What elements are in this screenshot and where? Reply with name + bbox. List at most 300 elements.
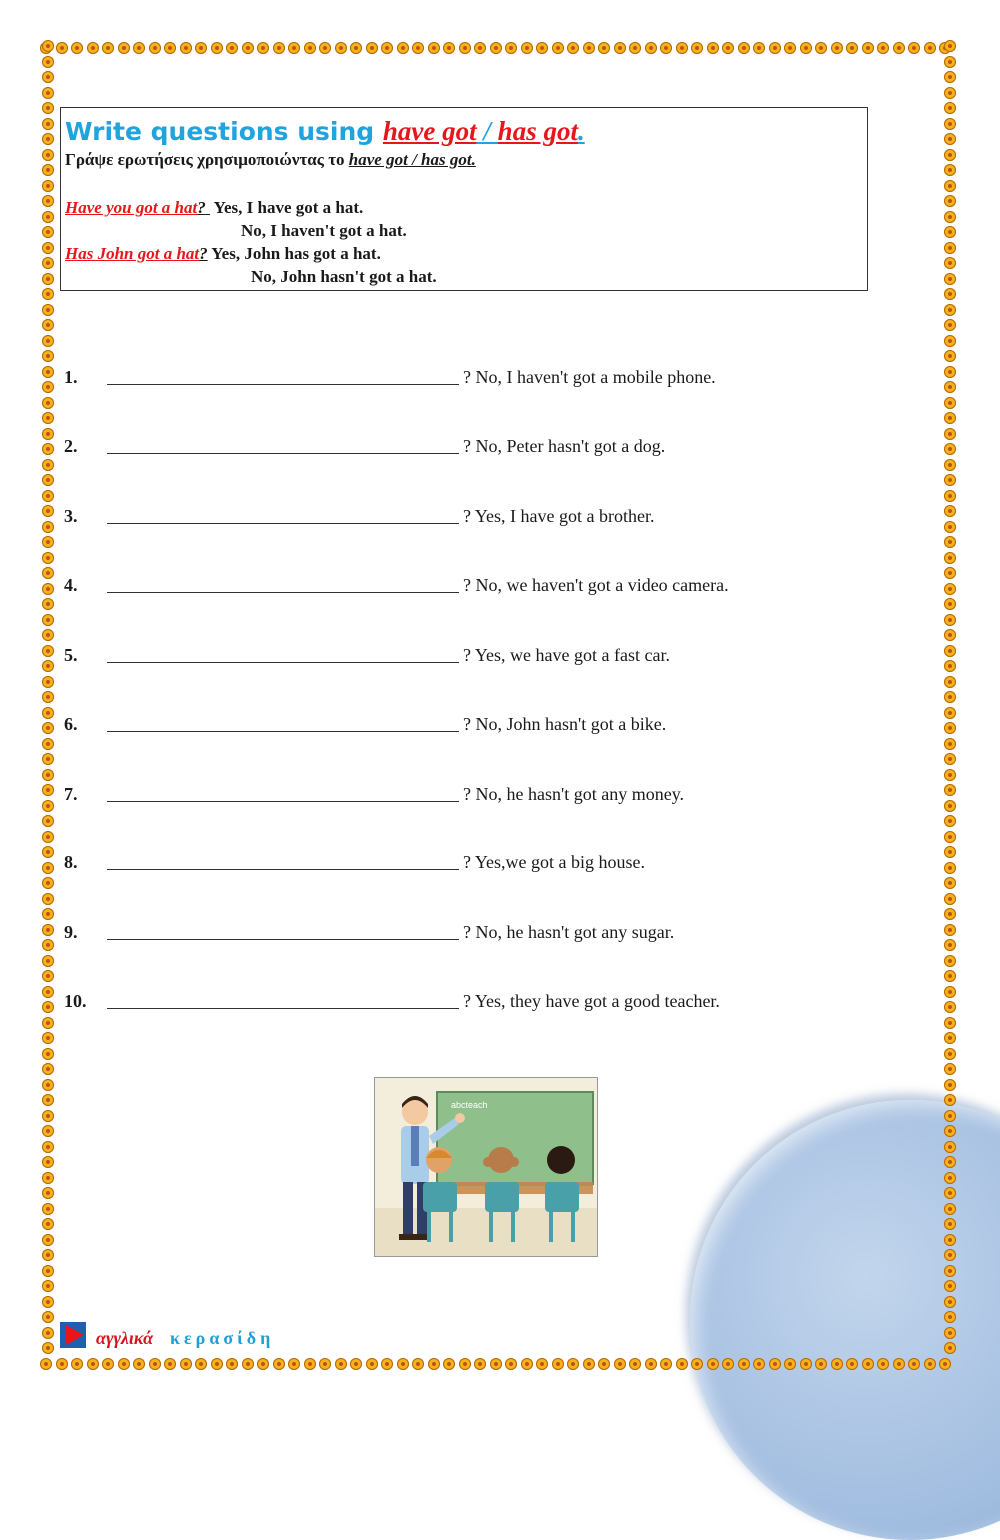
flower-ornament-icon: [42, 1280, 54, 1292]
flower-ornament-icon: [42, 800, 54, 812]
flower-ornament-icon: [180, 1358, 192, 1370]
flower-ornament-icon: [273, 1358, 285, 1370]
flower-ornament-icon: [629, 42, 641, 54]
answer-blank[interactable]: [107, 988, 459, 1009]
flower-ornament-icon: [645, 1358, 657, 1370]
flower-ornament-icon: [42, 304, 54, 316]
flower-ornament-icon: [42, 753, 54, 765]
flower-ornament-icon: [944, 304, 956, 316]
flower-ornament-icon: [42, 1017, 54, 1029]
example-question-mark: ?: [199, 244, 208, 263]
question-answer: ? No, I haven't got a mobile phone.: [463, 367, 716, 387]
flower-ornament-icon: [924, 1358, 936, 1370]
flower-ornament-icon: [944, 366, 956, 378]
flower-ornament-icon: [42, 474, 54, 486]
flower-ornament-icon: [944, 1311, 956, 1323]
flower-ornament-icon: [87, 1358, 99, 1370]
board-text: abcteach: [451, 1100, 488, 1110]
flower-ornament-icon: [42, 567, 54, 579]
question-row: [64, 780, 684, 808]
flower-ornament-icon: [505, 42, 517, 54]
flower-ornament-icon: [42, 319, 54, 331]
flower-ornament-icon: [944, 536, 956, 548]
flower-ornament-icon: [42, 691, 54, 703]
question-row: [64, 987, 720, 1015]
flower-ornament-icon: [944, 877, 956, 889]
flower-ornament-icon: [42, 350, 54, 362]
title-dot: .: [577, 116, 585, 146]
flower-ornament-icon: [944, 1063, 956, 1075]
flower-ornament-icon: [42, 598, 54, 610]
flower-border-right: [942, 40, 958, 1372]
flower-ornament-icon: [366, 1358, 378, 1370]
flower-ornament-icon: [722, 1358, 734, 1370]
flower-ornament-icon: [288, 1358, 300, 1370]
flower-ornament-icon: [319, 42, 331, 54]
flower-ornament-icon: [676, 42, 688, 54]
answer-blank[interactable]: [107, 503, 459, 524]
answer-blank[interactable]: [107, 572, 459, 593]
question-row: [64, 918, 674, 946]
flower-ornament-icon: [944, 319, 956, 331]
question-number: 7.: [64, 784, 78, 804]
flower-ornament-icon: [567, 42, 579, 54]
flower-ornament-icon: [42, 614, 54, 626]
flower-ornament-icon: [459, 42, 471, 54]
flower-ornament-icon: [944, 1125, 956, 1137]
instructions-box: [60, 107, 868, 291]
flower-ornament-icon: [707, 42, 719, 54]
flower-ornament-icon: [42, 939, 54, 951]
answer-blank[interactable]: [107, 711, 459, 732]
flower-ornament-icon: [629, 1358, 641, 1370]
flower-ornament-icon: [893, 42, 905, 54]
flower-ornament-icon: [831, 42, 843, 54]
question-row: [64, 710, 666, 738]
flower-ornament-icon: [288, 42, 300, 54]
flower-ornament-icon: [800, 1358, 812, 1370]
flower-ornament-icon: [944, 831, 956, 843]
flower-ornament-icon: [42, 521, 54, 533]
flower-border-left: [40, 40, 56, 1372]
flower-ornament-icon: [944, 567, 956, 579]
flower-ornament-icon: [42, 71, 54, 83]
example-line-2: [241, 219, 407, 242]
example-line-4: [251, 265, 437, 288]
classroom-illustration: [374, 1077, 598, 1257]
flower-ornament-icon: [133, 1358, 145, 1370]
flower-ornament-icon: [862, 42, 874, 54]
flower-ornament-icon: [944, 583, 956, 595]
question-number: 3.: [64, 506, 78, 526]
flower-ornament-icon: [944, 1218, 956, 1230]
question-answer: ? No, Peter hasn't got a dog.: [463, 436, 666, 456]
flower-border-bottom: [40, 1356, 960, 1372]
flower-ornament-icon: [335, 42, 347, 54]
flower-ornament-icon: [944, 459, 956, 471]
flower-ornament-icon: [226, 1358, 238, 1370]
question-answer: ? Yes, we have got a fast car.: [463, 645, 670, 665]
flower-ornament-icon: [42, 707, 54, 719]
flower-ornament-icon: [660, 42, 672, 54]
flower-ornament-icon: [614, 1358, 626, 1370]
flower-ornament-icon: [118, 1358, 130, 1370]
question-number: 9.: [64, 922, 78, 942]
flower-ornament-icon: [944, 1001, 956, 1013]
flower-ornament-icon: [133, 42, 145, 54]
flower-ornament-icon: [56, 1358, 68, 1370]
subtitle-emphasis: have got / has got.: [348, 150, 476, 169]
flower-ornament-icon: [56, 42, 68, 54]
flower-ornament-icon: [443, 1358, 455, 1370]
flower-ornament-icon: [944, 769, 956, 781]
flower-ornament-icon: [660, 1358, 672, 1370]
flower-ornament-icon: [87, 42, 99, 54]
flower-ornament-icon: [862, 1358, 874, 1370]
flower-ornament-icon: [42, 428, 54, 440]
flower-ornament-icon: [944, 815, 956, 827]
question-number: 1.: [64, 367, 78, 387]
flower-ornament-icon: [521, 1358, 533, 1370]
flower-ornament-icon: [195, 1358, 207, 1370]
example-line-3: [65, 242, 381, 265]
flower-ornament-icon: [381, 42, 393, 54]
flower-ornament-icon: [242, 1358, 254, 1370]
flower-ornament-icon: [350, 1358, 362, 1370]
instructions-subtitle: [65, 149, 863, 171]
flower-ornament-icon: [42, 1141, 54, 1153]
flower-ornament-icon: [42, 1156, 54, 1168]
flower-ornament-icon: [71, 1358, 83, 1370]
title-prefix: Write questions using: [65, 117, 383, 146]
flower-ornament-icon: [944, 1342, 956, 1354]
flower-ornament-icon: [521, 42, 533, 54]
flower-ornament-icon: [42, 257, 54, 269]
flower-ornament-icon: [944, 676, 956, 688]
flower-ornament-icon: [42, 288, 54, 300]
flower-ornament-icon: [42, 986, 54, 998]
flower-ornament-icon: [474, 1358, 486, 1370]
flower-ornament-icon: [42, 1296, 54, 1308]
example-question: Has John got a hat: [65, 244, 200, 263]
example-question-mark: ?: [197, 198, 206, 217]
flower-ornament-icon: [42, 784, 54, 796]
flower-ornament-icon: [944, 1172, 956, 1184]
answer-blank[interactable]: [107, 781, 459, 802]
flower-ornament-icon: [598, 42, 610, 54]
flower-ornament-icon: [42, 722, 54, 734]
flower-ornament-icon: [42, 831, 54, 843]
flower-ornament-icon: [676, 1358, 688, 1370]
flower-ornament-icon: [42, 211, 54, 223]
question-answer: ? Yes, I have got a brother.: [463, 506, 655, 526]
flower-ornament-icon: [42, 660, 54, 672]
flower-ornament-icon: [42, 1187, 54, 1199]
flower-ornament-icon: [42, 769, 54, 781]
flower-ornament-icon: [769, 1358, 781, 1370]
flower-ornament-icon: [944, 1203, 956, 1215]
flower-ornament-icon: [42, 118, 54, 130]
flower-ornament-icon: [226, 42, 238, 54]
question-number: 4.: [64, 575, 78, 595]
flower-ornament-icon: [944, 1079, 956, 1091]
flower-ornament-icon: [583, 1358, 595, 1370]
flower-ornament-icon: [815, 42, 827, 54]
flower-ornament-icon: [944, 490, 956, 502]
flower-ornament-icon: [944, 40, 956, 52]
question-answer: ? Yes, they have got a good teacher.: [463, 991, 720, 1011]
flower-ornament-icon: [505, 1358, 517, 1370]
flower-ornament-icon: [908, 42, 920, 54]
question-answer: ? No, he hasn't got any sugar.: [463, 922, 675, 942]
flower-ornament-icon: [552, 1358, 564, 1370]
flower-ornament-icon: [474, 42, 486, 54]
flower-ornament-icon: [42, 335, 54, 347]
flower-ornament-icon: [944, 800, 956, 812]
question-number: 6.: [64, 714, 78, 734]
flower-ornament-icon: [490, 42, 502, 54]
answer-blank[interactable]: [107, 919, 459, 940]
flower-ornament-icon: [944, 180, 956, 192]
classroom-image: [375, 1078, 597, 1256]
instructions-title: [65, 114, 863, 149]
flower-ornament-icon: [944, 443, 956, 455]
example-answer: Yes, I have got a hat.: [209, 198, 364, 217]
flower-ornament-icon: [319, 1358, 331, 1370]
flower-ornament-icon: [42, 102, 54, 114]
answer-blank[interactable]: [107, 364, 459, 385]
flower-ornament-icon: [944, 660, 956, 672]
flower-ornament-icon: [42, 1125, 54, 1137]
flower-ornament-icon: [366, 42, 378, 54]
flower-ornament-icon: [753, 1358, 765, 1370]
subtitle-text: Γράψε ερωτήσεις χρησιμοποιώντας το: [65, 150, 349, 169]
flower-ornament-icon: [42, 536, 54, 548]
flower-ornament-icon: [944, 195, 956, 207]
flower-ornament-icon: [71, 42, 83, 54]
flower-ornament-icon: [722, 42, 734, 54]
question-answer: ? No, we haven't got a video camera.: [463, 575, 729, 595]
flower-ornament-icon: [944, 1265, 956, 1277]
flower-ornament-icon: [428, 42, 440, 54]
answer-blank[interactable]: [107, 642, 459, 663]
flower-ornament-icon: [908, 1358, 920, 1370]
flower-ornament-icon: [944, 939, 956, 951]
title-has-got: has got: [497, 116, 578, 146]
flower-ornament-icon: [944, 614, 956, 626]
question-number: 10.: [64, 991, 87, 1011]
flower-ornament-icon: [944, 257, 956, 269]
question-answer: ? No, he hasn't got any money.: [463, 784, 685, 804]
flower-ornament-icon: [536, 1358, 548, 1370]
flower-ornament-icon: [304, 1358, 316, 1370]
flower-ornament-icon: [877, 1358, 889, 1370]
question-row: [64, 363, 716, 391]
flower-ornament-icon: [944, 164, 956, 176]
flower-ornament-icon: [944, 1296, 956, 1308]
flower-ornament-icon: [944, 428, 956, 440]
question-row: [64, 502, 654, 530]
flower-ornament-icon: [944, 226, 956, 238]
flower-ornament-icon: [164, 1358, 176, 1370]
example-question: Have you got a hat: [65, 198, 198, 217]
flower-ornament-icon: [944, 118, 956, 130]
flower-ornament-icon: [102, 1358, 114, 1370]
flower-ornament-icon: [42, 862, 54, 874]
flower-ornament-icon: [944, 707, 956, 719]
flower-ornament-icon: [304, 42, 316, 54]
flower-ornament-icon: [42, 149, 54, 161]
flower-ornament-icon: [180, 42, 192, 54]
flower-ornament-icon: [42, 645, 54, 657]
flower-ornament-icon: [944, 412, 956, 424]
flower-ornament-icon: [846, 1358, 858, 1370]
flower-ornament-icon: [769, 42, 781, 54]
flower-ornament-icon: [645, 42, 657, 54]
flower-ornament-icon: [944, 521, 956, 533]
flower-ornament-icon: [42, 1265, 54, 1277]
flower-ornament-icon: [944, 350, 956, 362]
flower-ornament-icon: [42, 242, 54, 254]
example-line-1: [65, 196, 363, 219]
flower-ornament-icon: [738, 42, 750, 54]
example-answer: No, I haven't got a hat.: [241, 221, 407, 240]
flower-ornament-icon: [273, 42, 285, 54]
question-number: 2.: [64, 436, 78, 456]
flower-ornament-icon: [877, 42, 889, 54]
answer-blank[interactable]: [107, 433, 459, 454]
flower-ornament-icon: [42, 1327, 54, 1339]
flower-ornament-icon: [944, 908, 956, 920]
flower-ornament-icon: [944, 273, 956, 285]
flower-ornament-icon: [350, 42, 362, 54]
flower-ornament-icon: [335, 1358, 347, 1370]
flower-ornament-icon: [397, 1358, 409, 1370]
question-answer: ? Yes,we got a big house.: [463, 852, 645, 872]
flower-ornament-icon: [42, 505, 54, 517]
flower-ornament-icon: [944, 1187, 956, 1199]
question-number: 8.: [64, 852, 78, 872]
flower-ornament-icon: [397, 42, 409, 54]
flower-ornament-icon: [412, 1358, 424, 1370]
flower-ornament-icon: [944, 1032, 956, 1044]
flower-ornament-icon: [42, 1234, 54, 1246]
flower-ornament-icon: [42, 552, 54, 564]
flower-ornament-icon: [944, 505, 956, 517]
flower-ornament-icon: [583, 42, 595, 54]
flower-ornament-icon: [42, 815, 54, 827]
flower-ornament-icon: [42, 490, 54, 502]
flower-ornament-icon: [815, 1358, 827, 1370]
question-row: [64, 571, 729, 599]
title-slash: /: [476, 116, 498, 146]
flower-ornament-icon: [944, 71, 956, 83]
example-answer: Yes, John has got a hat.: [207, 244, 381, 263]
flower-ornament-icon: [42, 1063, 54, 1075]
flower-ornament-icon: [944, 598, 956, 610]
flower-ornament-icon: [944, 862, 956, 874]
flower-ornament-icon: [944, 397, 956, 409]
flower-ornament-icon: [944, 722, 956, 734]
flower-ornament-icon: [944, 335, 956, 347]
flower-ornament-icon: [944, 955, 956, 967]
flower-ornament-icon: [944, 1141, 956, 1153]
flower-ornament-icon: [42, 908, 54, 920]
flower-ornament-icon: [42, 1218, 54, 1230]
flower-ornament-icon: [242, 42, 254, 54]
flower-ornament-icon: [42, 1048, 54, 1060]
title-have-got: have got: [382, 116, 477, 146]
flower-ornament-icon: [944, 1048, 956, 1060]
flower-ornament-icon: [42, 397, 54, 409]
flower-ornament-icon: [944, 753, 956, 765]
flower-ornament-icon: [944, 1280, 956, 1292]
flower-ornament-icon: [944, 645, 956, 657]
flower-ornament-icon: [944, 552, 956, 564]
flower-ornament-icon: [42, 877, 54, 889]
flower-ornament-icon: [831, 1358, 843, 1370]
flower-ornament-icon: [536, 42, 548, 54]
flower-ornament-icon: [381, 1358, 393, 1370]
flower-ornament-icon: [944, 629, 956, 641]
flower-ornament-icon: [944, 1234, 956, 1246]
flower-border-top: [40, 40, 960, 56]
flower-ornament-icon: [552, 42, 564, 54]
flower-ornament-icon: [42, 1094, 54, 1106]
flower-ornament-icon: [738, 1358, 750, 1370]
flower-ornament-icon: [784, 42, 796, 54]
flower-ornament-icon: [691, 1358, 703, 1370]
flower-ornament-icon: [42, 180, 54, 192]
flower-ornament-icon: [443, 42, 455, 54]
flower-ornament-icon: [42, 1032, 54, 1044]
flower-ornament-icon: [784, 1358, 796, 1370]
flower-ornament-icon: [944, 924, 956, 936]
flower-ornament-icon: [42, 195, 54, 207]
question-row: [64, 848, 645, 876]
example-answer: No, John hasn't got a hat.: [251, 267, 437, 286]
flower-ornament-icon: [42, 629, 54, 641]
flower-ornament-icon: [598, 1358, 610, 1370]
flower-ornament-icon: [944, 784, 956, 796]
question-answer: ? No, John hasn't got a bike.: [463, 714, 667, 734]
flower-ornament-icon: [944, 1156, 956, 1168]
flower-ornament-icon: [944, 149, 956, 161]
flower-ornament-icon: [42, 1001, 54, 1013]
flower-ornament-icon: [944, 133, 956, 145]
flower-ornament-icon: [944, 242, 956, 254]
flower-ornament-icon: [42, 87, 54, 99]
flower-ornament-icon: [944, 893, 956, 905]
flower-ornament-icon: [42, 924, 54, 936]
flower-ornament-icon: [42, 846, 54, 858]
flower-ornament-icon: [42, 955, 54, 967]
flower-ornament-icon: [42, 459, 54, 471]
answer-blank[interactable]: [107, 849, 459, 870]
flower-ornament-icon: [42, 443, 54, 455]
flower-ornament-icon: [944, 1110, 956, 1122]
flower-ornament-icon: [924, 42, 936, 54]
flower-ornament-icon: [42, 164, 54, 176]
flower-ornament-icon: [164, 42, 176, 54]
flower-ornament-icon: [614, 42, 626, 54]
flower-ornament-icon: [459, 1358, 471, 1370]
flower-ornament-icon: [567, 1358, 579, 1370]
flower-ornament-icon: [944, 846, 956, 858]
flower-ornament-icon: [42, 583, 54, 595]
flower-ornament-icon: [42, 226, 54, 238]
flower-ornament-icon: [42, 1172, 54, 1184]
